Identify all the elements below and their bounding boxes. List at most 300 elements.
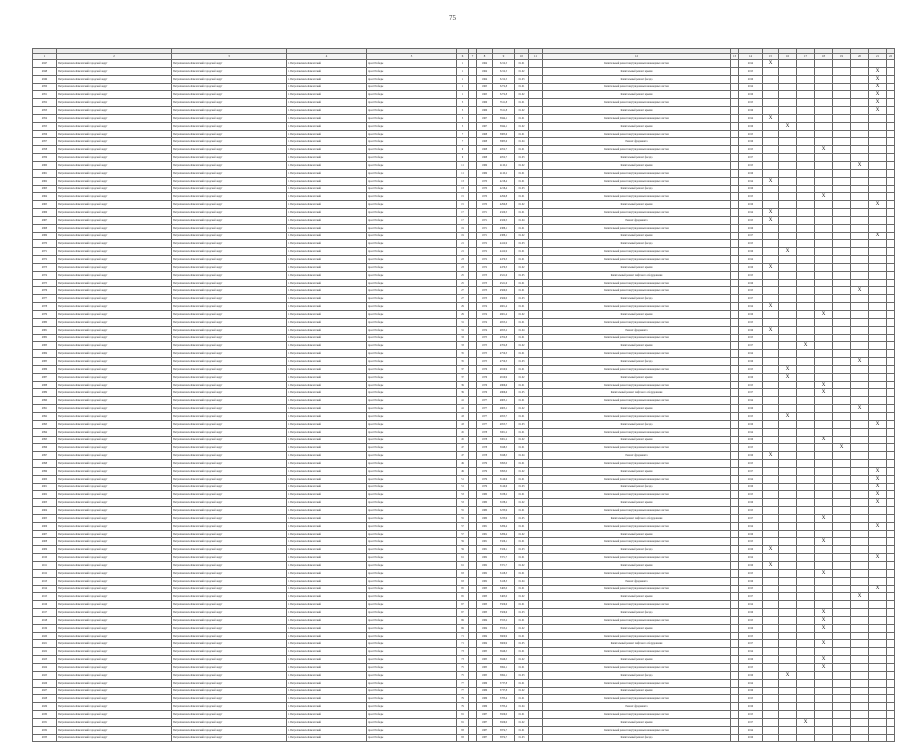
cell-mark [833,342,851,350]
cell-house: 55 [457,507,469,515]
cell-mark [869,138,887,146]
cell-empty [731,107,739,115]
cell-district: Петропавловск-Камчатский городской округ [57,342,172,350]
cell-district: Петропавловск-Камчатский городской округ [57,334,172,342]
cell-mark [763,632,779,640]
cell-year: 1987 [477,711,493,719]
cell-code: 01.01 [515,169,529,177]
table-row [33,256,895,264]
cell-work-type: Капитальный ремонт внутридомовых инженерных систем [543,350,731,358]
cell-code: 01.01 [515,209,529,217]
cell-mark: X [763,263,779,271]
cell-id: 4891 [33,405,57,413]
cell-area: 4320,5 [493,209,515,217]
cell-empty [731,169,739,177]
cell-empty [731,326,739,334]
cell-mark [815,507,833,515]
cell-mark [797,248,815,256]
cell-mark [887,311,895,319]
cell-mark [833,475,851,483]
cell-work-type: Капитальный ремонт внутридомовых инженерных систем [543,334,731,342]
table-row [33,695,895,703]
cell-work-type: Капитальный ремонт внутридомовых инженерных систем [543,209,731,217]
cell-mark [763,420,779,428]
cell-mark [851,460,869,468]
cell-mark: X [763,60,779,68]
cell-building [469,460,477,468]
cell-empty [731,201,739,209]
cell-municipality: Петропавловск-Камчатский городской округ [172,279,287,287]
cell-settlement: г. Петропавловск-Камчатский [287,397,367,405]
cell-area: 4470,3 [493,263,515,271]
cell-code: 01.01 [515,114,529,122]
cell-mark [763,256,779,264]
cell-mark [869,303,887,311]
cell-mark [887,562,895,570]
cell-mark [779,703,797,711]
cell-mark [887,460,895,468]
cell-mark [887,232,895,240]
cell-settlement: г. Петропавловск-Камчатский [287,60,367,68]
cell-work-type: Капитальный ремонт крыши [543,201,731,209]
cell-settlement: г. Петропавловск-Камчатский [287,193,367,201]
table-row [33,514,895,522]
cell-mark [815,326,833,334]
cell-mark [851,248,869,256]
cell-settlement: г. Петропавловск-Камчатский [287,161,367,169]
cell-building [469,695,477,703]
cell-mark [851,656,869,664]
cell-house: 65 [457,585,469,593]
table-row [33,475,895,483]
cell-mark [869,122,887,130]
cell-house: 35 [457,350,469,358]
cell-year: 1985 [477,663,493,671]
cell-mark [833,546,851,554]
cell-code: 01.02 [515,687,529,695]
cell-mark [763,663,779,671]
cell-area: 4702,8 [493,334,515,342]
cell-house: 19 [457,232,469,240]
cell-mark [851,695,869,703]
cell-mark [779,193,797,201]
cell-id: 4912 [33,569,57,577]
cell-mark [763,718,779,726]
cell-year: 1982 [477,569,493,577]
cell-street: пр-кт Победы [367,530,457,538]
cell-period: 2015 [739,287,763,295]
cell-code: 01.01 [515,444,529,452]
cell-mark [851,522,869,530]
cell-area: 3985,6 [493,138,515,146]
cell-house: 81 [457,711,469,719]
cell-street: пр-кт Победы [367,342,457,350]
cell-building [469,279,477,287]
cell-empty [731,263,739,271]
cell-building [469,687,477,695]
cell-code: 01.03 [515,185,529,193]
cell-mark [797,420,815,428]
cell-mark [763,381,779,389]
cell-mark [851,483,869,491]
cell-area: 3985,6 [493,130,515,138]
cell-mark [851,114,869,122]
table-row [33,240,895,248]
cell-mark [763,428,779,436]
cell-mark [851,601,869,609]
cell-year: 1964 [477,60,493,68]
cell-mark [779,522,797,530]
cell-work-type: Капитальный ремонт внутридомовых инженерных систем [543,460,731,468]
cell-house: 69 [457,624,469,632]
cell-work-type: Капитальный ремонт внутридомовых инженерных систем [543,679,731,687]
cell-mark [887,138,895,146]
cell-street: пр-кт Победы [367,201,457,209]
cell-mark [887,287,895,295]
cell-empty [529,303,543,311]
cell-year: 1978 [477,436,493,444]
cell-building [469,507,477,515]
cell-building [469,193,477,201]
cell-building [469,334,477,342]
cell-municipality: Петропавловск-Камчатский городской округ [172,240,287,248]
cell-building [469,169,477,177]
cell-mark [815,499,833,507]
cell-mark [763,130,779,138]
cell-district: Петропавловск-Камчатский городской округ [57,648,172,656]
cell-mark: X [869,75,887,83]
cell-empty [529,75,543,83]
cell-mark [763,530,779,538]
cell-year: 1972 [477,256,493,264]
cell-empty [529,554,543,562]
cell-mark [797,224,815,232]
cell-street: пр-кт Победы [367,397,457,405]
cell-municipality: Петропавловск-Камчатский городской округ [172,130,287,138]
cell-house: 77 [457,679,469,687]
cell-street: пр-кт Победы [367,138,457,146]
cell-mark [797,318,815,326]
cell-mark [797,671,815,679]
cell-municipality: Петропавловск-Камчатский городской округ [172,248,287,256]
cell-work-type: Ремонт фундамента [543,216,731,224]
cell-mark [797,428,815,436]
cell-area: 5555,2 [493,616,515,624]
cell-mark [869,279,887,287]
header-column-number: 19 [833,54,851,60]
cell-work-type: Капитальный ремонт фасада [543,609,731,617]
cell-area: 5783,4 [493,703,515,711]
cell-mark [887,483,895,491]
cell-area: 3844,1 [493,122,515,130]
cell-id: 4886 [33,365,57,373]
cell-mark: X [815,436,833,444]
cell-code: 01.01 [515,412,529,420]
table-row [33,161,895,169]
cell-settlement: г. Петропавловск-Камчатский [287,601,367,609]
cell-street: пр-кт Победы [367,209,457,217]
cell-area: 5509,6 [493,601,515,609]
cell-mark [797,397,815,405]
cell-house: 69 [457,616,469,624]
cell-mark [763,334,779,342]
table-row [33,99,895,107]
cell-house: 51 [457,475,469,483]
cell-municipality: Петропавловск-Камчатский городской округ [172,703,287,711]
cell-building [469,467,477,475]
cell-empty [731,99,739,107]
cell-mark [887,146,895,154]
cell-period: 2015 [739,585,763,593]
cell-area: 4110,2 [493,169,515,177]
cell-mark [797,452,815,460]
cell-empty [731,389,739,397]
cell-mark [887,624,895,632]
cell-street: пр-кт Победы [367,499,457,507]
cell-code: 01.02 [515,656,529,664]
cell-mark [763,397,779,405]
cell-area: 4290,8 [493,193,515,201]
cell-empty [529,522,543,530]
cell-code: 01.01 [515,569,529,577]
cell-mark [815,224,833,232]
cell-area: 5001,2 [493,436,515,444]
cell-year: 1965 [477,91,493,99]
cell-year: 1986 [477,679,493,687]
table-row [33,538,895,546]
cell-mark: X [815,193,833,201]
cell-code: 01.04 [515,138,529,146]
cell-mark [887,475,895,483]
cell-period: 2015 [739,99,763,107]
cell-mark [797,483,815,491]
cell-empty [731,609,739,617]
cell-mark: X [869,420,887,428]
cell-work-type: Капитальный ремонт фасада [543,154,731,162]
cell-year: 1978 [477,452,493,460]
cell-period: 2015 [739,318,763,326]
cell-mark [797,648,815,656]
cell-settlement: г. Петропавловск-Камчатский [287,718,367,726]
cell-mark [833,287,851,295]
cell-mark [869,609,887,617]
cell-mark: X [763,114,779,122]
cell-area: 5600,9 [493,632,515,640]
cell-street: пр-кт Победы [367,624,457,632]
cell-mark [869,632,887,640]
cell-id: 4868 [33,224,57,232]
cell-work-type: Ремонт фундамента [543,577,731,585]
cell-id: 4874 [33,271,57,279]
cell-mark: X [763,303,779,311]
cell-work-type: Капитальный ремонт крыши [543,436,731,444]
cell-mark [815,240,833,248]
cell-building [469,546,477,554]
cell-work-type: Капитальный ремонт внутридомовых инженерных систем [543,318,731,326]
cell-work-type: Капитальный ремонт внутридомовых инженерных систем [543,279,731,287]
table-row [33,436,895,444]
cell-district: Петропавловск-Камчатский городской округ [57,389,172,397]
cell-mark [763,185,779,193]
cell-mark [833,452,851,460]
cell-year: 1977 [477,420,493,428]
cell-empty [529,271,543,279]
cell-street: пр-кт Победы [367,695,457,703]
cell-settlement: г. Петропавловск-Камчатский [287,342,367,350]
cell-id: 4933 [33,734,57,742]
cell-year: 1987 [477,726,493,734]
cell-year: 1986 [477,703,493,711]
cell-code: 01.05 [515,271,529,279]
cell-mark [779,609,797,617]
cell-mark [887,193,895,201]
cell-empty [731,460,739,468]
cell-settlement: г. Петропавловск-Камчатский [287,67,367,75]
cell-mark [815,318,833,326]
cell-mark [851,663,869,671]
cell-building [469,303,477,311]
cell-mark [815,711,833,719]
cell-mark [887,538,895,546]
table-row [33,546,895,554]
cell-mark [833,428,851,436]
cell-mark [763,609,779,617]
cell-mark [851,467,869,475]
cell-mark [763,138,779,146]
cell-id: 4900 [33,475,57,483]
cell-id: 4931 [33,718,57,726]
cell-code: 01.02 [515,530,529,538]
table-row [33,154,895,162]
cell-empty [529,334,543,342]
cell-mark [763,224,779,232]
cell-work-type: Капитальный ремонт внутридомовых инженерных систем [543,114,731,122]
cell-work-type: Капитальный ремонт внутридомовых инженерных систем [543,256,731,264]
cell-mark [869,334,887,342]
cell-mark [815,75,833,83]
cell-settlement: г. Петропавловск-Камчатский [287,491,367,499]
cell-id: 4848 [33,67,57,75]
cell-period: 2015 [739,569,763,577]
cell-mark: X [779,412,797,420]
table-row [33,491,895,499]
cell-id: 4881 [33,326,57,334]
cell-building [469,624,477,632]
cell-mark [779,161,797,169]
cell-id: 4916 [33,601,57,609]
cell-municipality: Петропавловск-Камчатский городской округ [172,303,287,311]
cell-mark [779,318,797,326]
cell-mark: X [779,365,797,373]
cell-mark [779,632,797,640]
cell-district: Петропавловск-Камчатский городской округ [57,303,172,311]
cell-mark [869,530,887,538]
cell-mark [815,209,833,217]
cell-mark [797,122,815,130]
cell-year: 1980 [477,491,493,499]
cell-street: пр-кт Победы [367,358,457,366]
cell-building [469,585,477,593]
cell-street: пр-кт Победы [367,83,457,91]
cell-empty [529,263,543,271]
cell-work-type: Капитальный ремонт внутридомовых инженерных систем [543,554,731,562]
cell-year: 1974 [477,326,493,334]
cell-settlement: г. Петропавловск-Камчатский [287,146,367,154]
cell-settlement: г. Петропавловск-Камчатский [287,711,367,719]
cell-area: 4750,3 [493,358,515,366]
cell-empty [731,185,739,193]
cell-mark [851,201,869,209]
cell-mark [797,193,815,201]
table-row [33,609,895,617]
cell-period: 2015 [739,146,763,154]
cell-code: 01.03 [515,483,529,491]
cell-mark [851,91,869,99]
cell-period: 2014 [739,428,763,436]
cell-mark [833,703,851,711]
cell-mark [869,412,887,420]
cell-district: Петропавловск-Камчатский городской округ [57,632,172,640]
cell-mark [797,632,815,640]
cell-year: 1968 [477,130,493,138]
cell-work-type: Капитальный ремонт крыши [543,530,731,538]
table-row [33,397,895,405]
cell-code: 01.01 [515,350,529,358]
cell-house: 19 [457,224,469,232]
cell-empty [731,562,739,570]
cell-mark [763,648,779,656]
cell-empty [529,256,543,264]
cell-settlement: г. Петропавловск-Камчатский [287,624,367,632]
cell-year: 1967 [477,122,493,130]
cell-empty [731,256,739,264]
cell-empty [731,295,739,303]
cell-empty [731,60,739,68]
cell-empty [731,232,739,240]
cell-mark [833,232,851,240]
cell-district: Петропавловск-Камчатский городской округ [57,601,172,609]
cell-id: 4855 [33,122,57,130]
cell-building [469,256,477,264]
cell-work-type: Капитальный ремонт внутридомовых инженерных систем [543,169,731,177]
cell-mark [851,271,869,279]
cell-district: Петропавловск-Камчатский городской округ [57,130,172,138]
cell-mark [833,687,851,695]
cell-mark [887,177,895,185]
cell-street: пр-кт Победы [367,687,457,695]
cell-area: 5555,2 [493,624,515,632]
cell-mark [887,201,895,209]
cell-mark: X [763,216,779,224]
cell-district: Петропавловск-Камчатский городской округ [57,436,172,444]
cell-mark [833,483,851,491]
cell-area: 4903,1 [493,405,515,413]
cell-municipality: Петропавловск-Камчатский городской округ [172,483,287,491]
cell-year: 1967 [477,114,493,122]
cell-empty [529,460,543,468]
cell-municipality: Петропавловск-Камчатский городской округ [172,514,287,522]
cell-mark [815,358,833,366]
cell-building [469,601,477,609]
cell-mark [887,114,895,122]
cell-mark [887,185,895,193]
cell-year: 1979 [477,483,493,491]
cell-period: 2014 [739,554,763,562]
cell-period: 2014 [739,256,763,264]
cell-year: 1974 [477,318,493,326]
cell-mark [779,83,797,91]
cell-mark [779,185,797,193]
